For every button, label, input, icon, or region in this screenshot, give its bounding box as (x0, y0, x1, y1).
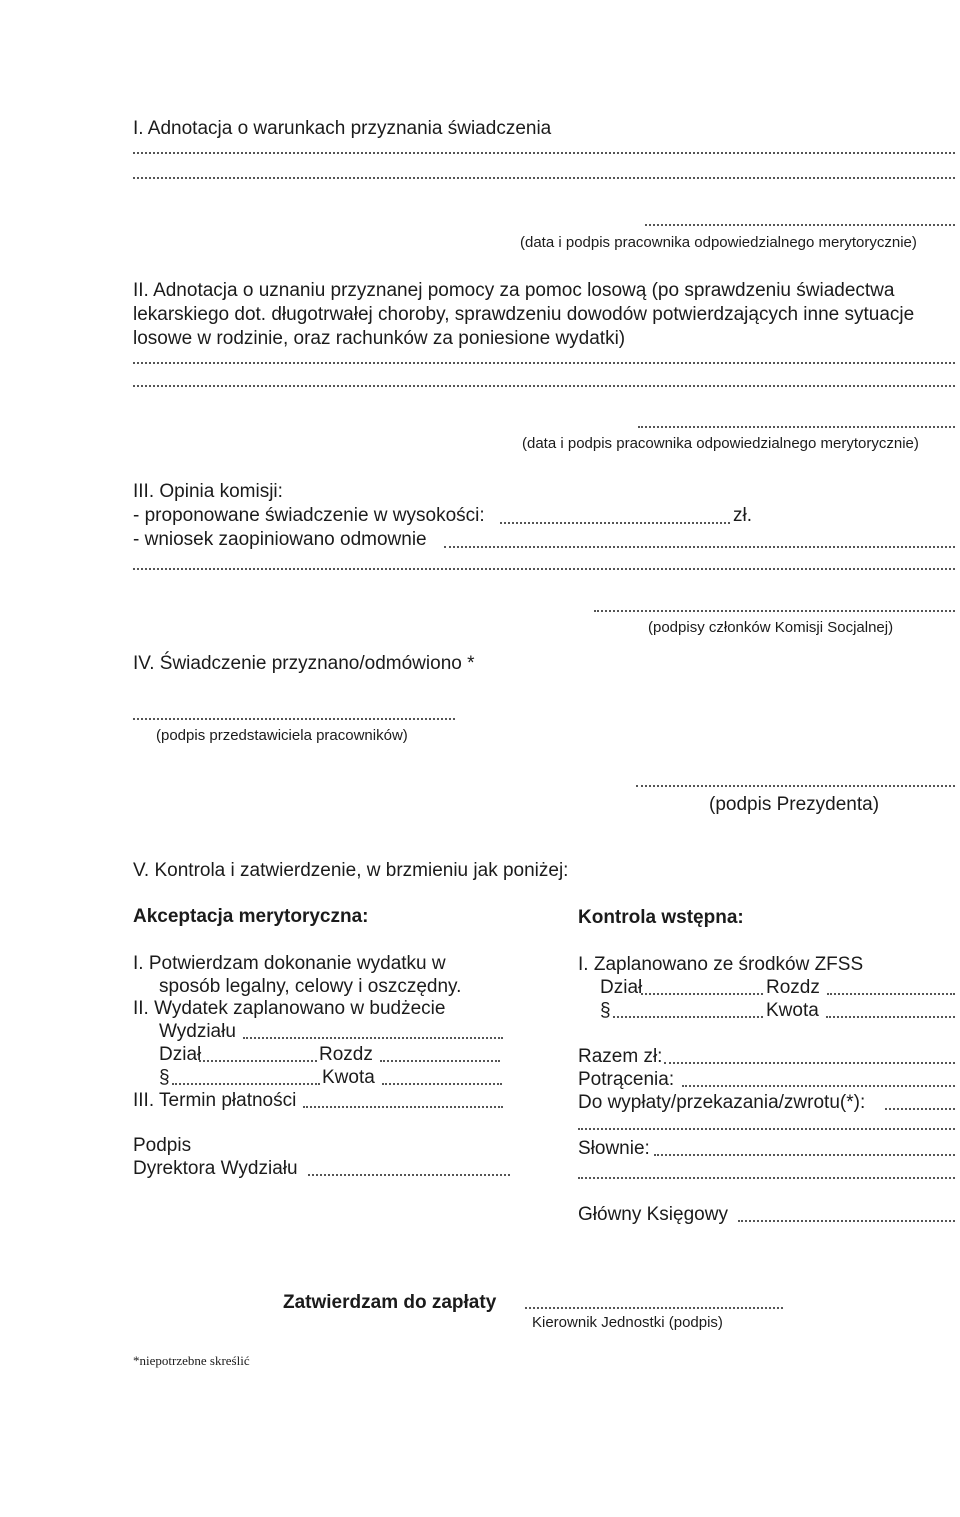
rejected-reason-field[interactable] (444, 546, 955, 548)
merit-dzial-label: Dział (159, 1044, 202, 1065)
director-signature-field[interactable] (308, 1174, 510, 1176)
total-label: Razem zł: (578, 1046, 663, 1067)
section1-line-1[interactable] (133, 152, 955, 154)
chief-accountant-label: Główny Księgowy (578, 1204, 728, 1225)
section5-title: V. Kontrola i zatwierdzenie, w brzmieniu jak poniżej: (133, 860, 569, 881)
employee-rep-signature-line[interactable] (133, 718, 455, 720)
control-dzial-label: Dział (600, 977, 643, 998)
footnote: *niepotrzebne skreślić (133, 1353, 250, 1368)
rejected-label: - wniosek zaopiniowano odmownie (133, 529, 427, 550)
in-words-field-2[interactable] (578, 1177, 955, 1179)
section1-title: I. Adnotacja o warunkach przyznania świadczenia (133, 118, 552, 139)
proposed-amount-field[interactable] (500, 522, 730, 524)
merit-paragraph-label: § (159, 1067, 170, 1088)
committee-signature-line[interactable] (594, 610, 955, 612)
rejected-reason-field-2[interactable] (133, 568, 955, 570)
currency-label: zł. (733, 505, 752, 526)
committee-signature-caption: (podpisy członków Komisji Socjalnej) (648, 619, 894, 636)
president-signature-caption: (podpis Prezydenta) (709, 794, 880, 815)
section2-signature-line[interactable] (638, 426, 955, 428)
merit-item-1b: sposób legalny, celowy i oszczędny. (159, 976, 462, 997)
deductions-label: Potrącenia: (578, 1069, 675, 1090)
merit-rozdz-label: Rozdz (319, 1044, 373, 1065)
payment-due-field[interactable] (303, 1106, 503, 1108)
control-paragraph-label: § (600, 1000, 611, 1021)
chief-accountant-signature-field[interactable] (738, 1220, 955, 1222)
payout-label: Do wypłaty/przekazania/zwrotu(*): (578, 1092, 866, 1113)
employee-rep-signature-caption: (podpis przedstawiciela pracowników) (156, 727, 408, 744)
payout-field-2[interactable] (578, 1128, 955, 1130)
section2-line-3: losowe w rodzinie, oraz rachunków za poniesione wydatki) (133, 328, 626, 349)
section2-line-2: lekarskiego dot. długotrwałej choroby, sprawdzeniu dowodów potwierdzających inne sytuacje (133, 304, 915, 325)
in-words-field[interactable] (654, 1154, 955, 1156)
section1-line-2[interactable] (133, 177, 955, 179)
section4-title: IV. Świadczenie przyznano/odmówiono * (133, 653, 475, 674)
control-rozdz-label: Rozdz (766, 977, 820, 998)
control-item-1: I. Zaplanowano ze środków ZFSS (578, 954, 864, 975)
president-signature-line[interactable] (636, 785, 955, 787)
section1-signature-line[interactable] (645, 224, 955, 226)
total-field[interactable] (664, 1062, 955, 1064)
section2-signature-caption: (data i podpis pracownika odpowiedzialnego merytorycznie) (522, 435, 919, 452)
manager-signature-caption: Kierownik Jednostki (podpis) (532, 1314, 723, 1331)
manager-signature-line[interactable] (525, 1307, 783, 1309)
control-kwota-label: Kwota (766, 1000, 819, 1021)
preliminary-control-heading: Kontrola wstępna: (578, 907, 744, 928)
proposed-amount-label: - proponowane świadczenie w wysokości: (133, 505, 485, 526)
podpis-label: Podpis (133, 1135, 192, 1156)
control-dzial-field[interactable] (641, 993, 763, 995)
section3-title: III. Opinia komisji: (133, 481, 283, 502)
control-paragraph-field[interactable] (613, 1016, 763, 1018)
merit-item-2b: Wydziału (159, 1021, 236, 1042)
merit-item-2a: II. Wydatek zaplanowano w budżecie (133, 998, 446, 1019)
merit-item-1a: I. Potwierdzam dokonanie wydatku w (133, 953, 446, 974)
approve-for-payment: Zatwierdzam do zapłaty (283, 1292, 497, 1313)
section1-signature-caption: (data i podpis pracownika odpowiedzialnego merytorycznie) (520, 234, 917, 251)
in-words-label: Słownie: (578, 1138, 650, 1159)
control-kwota-field[interactable] (826, 1016, 955, 1018)
merit-kwota-label: Kwota (322, 1067, 375, 1088)
section2-line-1: II. Adnotacja o uznaniu przyznanej pomocy za pomoc losową (po sprawdzeniu świadectwa (133, 280, 895, 301)
merit-paragraph-field[interactable] (172, 1083, 320, 1085)
director-label: Dyrektora Wydziału (133, 1158, 298, 1179)
merit-rozdz-field[interactable] (380, 1060, 500, 1062)
control-rozdz-field[interactable] (827, 993, 955, 995)
payout-field[interactable] (885, 1108, 955, 1110)
merit-acceptance-heading: Akceptacja merytoryczna: (133, 906, 369, 927)
department-budget-field[interactable] (243, 1037, 503, 1039)
deductions-field[interactable] (682, 1085, 955, 1087)
merit-dzial-field[interactable] (199, 1060, 317, 1062)
section2-line-b[interactable] (133, 385, 955, 387)
section2-line-a[interactable] (133, 362, 955, 364)
merit-kwota-field[interactable] (382, 1083, 502, 1085)
merit-item-3: III. Termin płatności (133, 1090, 297, 1111)
